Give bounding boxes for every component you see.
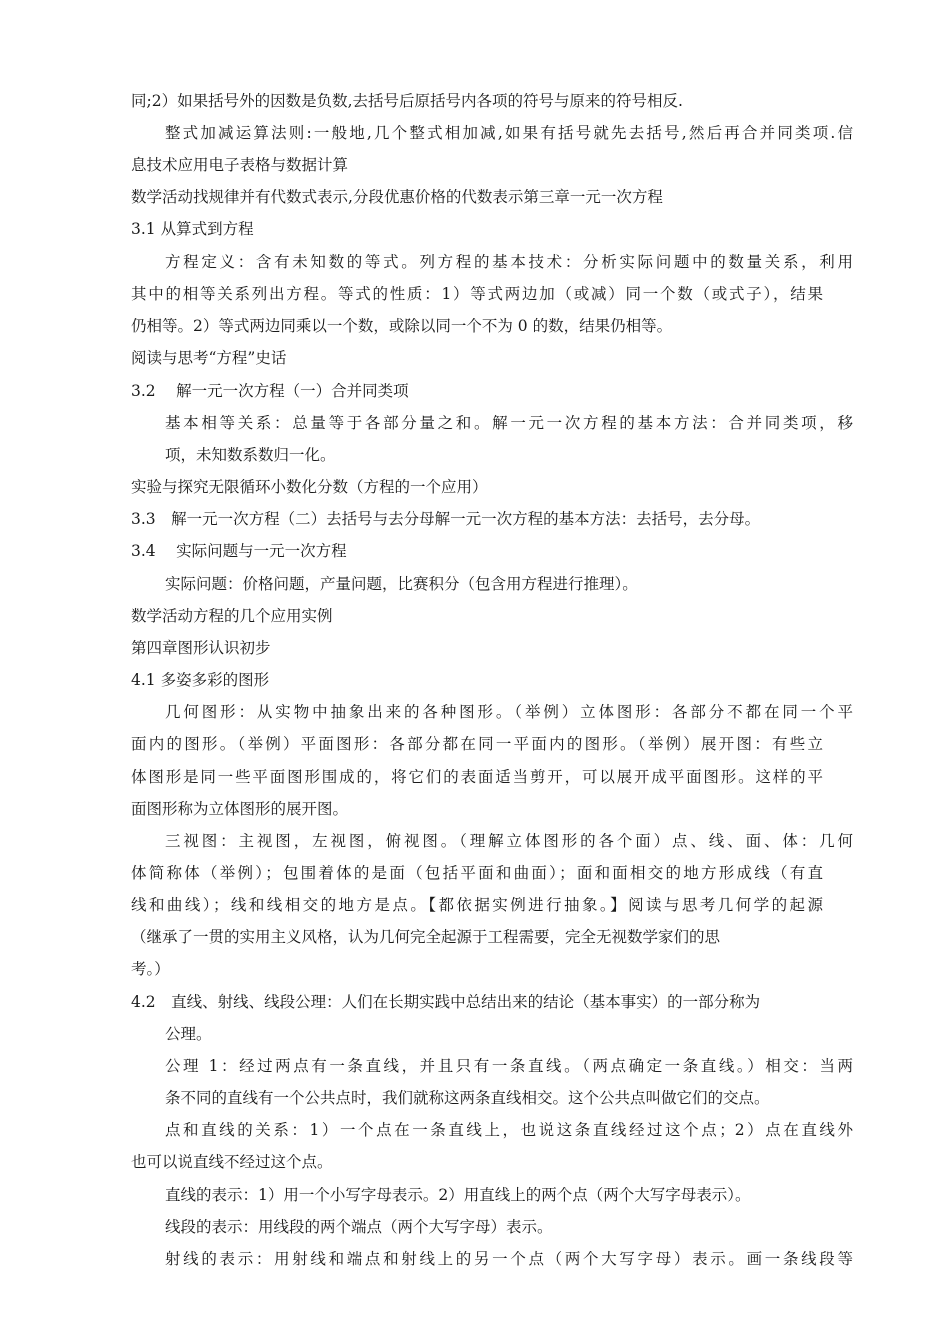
text-line: 公理 1：经过两点有一条直线，并且只有一条直线。（两点确定一条直线。）相交：当两 bbox=[165, 1057, 853, 1075]
text-line: 实验与探究无限循环小数化分数（方程的一个应用） bbox=[131, 478, 488, 496]
text-line: 息技术应用电子表格与数据计算 bbox=[131, 156, 349, 174]
section-heading: 3.4 实际问题与一元一次方程 bbox=[131, 542, 347, 560]
text-line: 公理。 bbox=[165, 1025, 212, 1043]
text-line: 其中的相等关系列出方程。等式的性质：1）等式两边加（或减）同一个数（或式子），结果 bbox=[131, 285, 823, 303]
text-line: 同;2）如果括号外的因数是负数,去括号后原括号内各项的符号与原来的符号相反. bbox=[131, 92, 683, 110]
text-line: 阅读与思考“方程”史话 bbox=[131, 349, 287, 367]
chapter-heading: 第四章图形认识初步 bbox=[131, 639, 271, 657]
text-line: 面图形称为立体图形的展开图。 bbox=[131, 800, 349, 818]
text-line: 直线的表示：1）用一个小写字母表示。2）用直线上的两个点（两个大写字母表示）。 bbox=[165, 1186, 751, 1204]
text-line: 基本相等关系：总量等于各部分量之和。解一元一次方程的基本方法：合并同类项，移 bbox=[165, 414, 853, 432]
section-heading: 3.1 从算式到方程 bbox=[131, 220, 254, 238]
text-line: 线段的表示：用线段的两个端点（两个大写字母）表示。 bbox=[165, 1218, 553, 1236]
text-line: 体图形是同一些平面图形围成的，将它们的表面适当剪开，可以展开成平面图形。这样的平 bbox=[131, 768, 823, 786]
text-line: 实际问题：价格问题，产量问题，比赛积分（包含用方程进行推理）。 bbox=[165, 575, 638, 593]
text-line: 方程定义：含有未知数的等式。列方程的基本技术：分析实际问题中的数量关系，利用 bbox=[165, 253, 853, 271]
text-line: 三视图：主视图，左视图，俯视图。（理解立体图形的各个面）点、线、面、体：几何 bbox=[165, 832, 853, 850]
text-line: 整式加减运算法则:一般地,几个整式相加减,如果有括号就先去括号,然后再合并同类项.信 bbox=[165, 124, 853, 142]
section-heading: 4.1 多姿多彩的图形 bbox=[131, 671, 270, 689]
text-line: 面内的图形。（举例）平面图形：各部分都在同一平面内的图形。（举例）展开图：有些立 bbox=[131, 735, 823, 753]
text-line: 点和直线的关系：1）一个点在一条直线上，也说这条直线经过这个点；2）点在直线外 bbox=[165, 1121, 853, 1139]
text-line: 射线的表示：用射线和端点和射线上的另一个点（两个大写字母）表示。画一条线段等 bbox=[165, 1250, 853, 1268]
text-line: 几何图形：从实物中抽象出来的各种图形。（举例）立体图形：各部分不都在同一个平 bbox=[165, 703, 853, 721]
text-line: 线和曲线）；线和线相交的地方是点。【都依据实例进行抽象。】阅读与思考几何学的起源 bbox=[131, 896, 823, 914]
section-heading: 4.2 直线、射线、线段公理：人们在长期实践中总结出来的结论（基本事实）的一部分称为 bbox=[131, 993, 761, 1011]
text-line: （继承了一贯的实用主义风格，认为几何完全起源于工程需要，完全无视数学家们的思 bbox=[131, 928, 721, 946]
text-line: 仍相等。2）等式两边同乘以一个数，或除以同一个不为 0 的数，结果仍相等。 bbox=[131, 317, 673, 335]
section-heading: 3.3 解一元一次方程（二）去括号与去分母解一元一次方程的基本方法：去括号，去分母。 bbox=[131, 510, 761, 528]
text-line: 条不同的直线有一个公共点时，我们就称这两条直线相交。这个公共点叫做它们的交点。 bbox=[165, 1089, 770, 1107]
text-line: 体简称体（举例）；包围着体的是面（包括平面和曲面）；面和面相交的地方形成线（有直 bbox=[131, 864, 823, 882]
text-line: 数学活动找规律并有代数式表示,分段优惠价格的代数表示第三章一元一次方程 bbox=[131, 188, 663, 206]
section-heading: 3.2 解一元一次方程（一）合并同类项 bbox=[131, 382, 409, 400]
text-line: 项，未知数系数归一化。 bbox=[165, 446, 336, 464]
text-line: 数学活动方程的几个应用实例 bbox=[131, 607, 333, 625]
text-line: 也可以说直线不经过这个点。 bbox=[131, 1153, 333, 1171]
text-line: 考。） bbox=[131, 960, 170, 978]
